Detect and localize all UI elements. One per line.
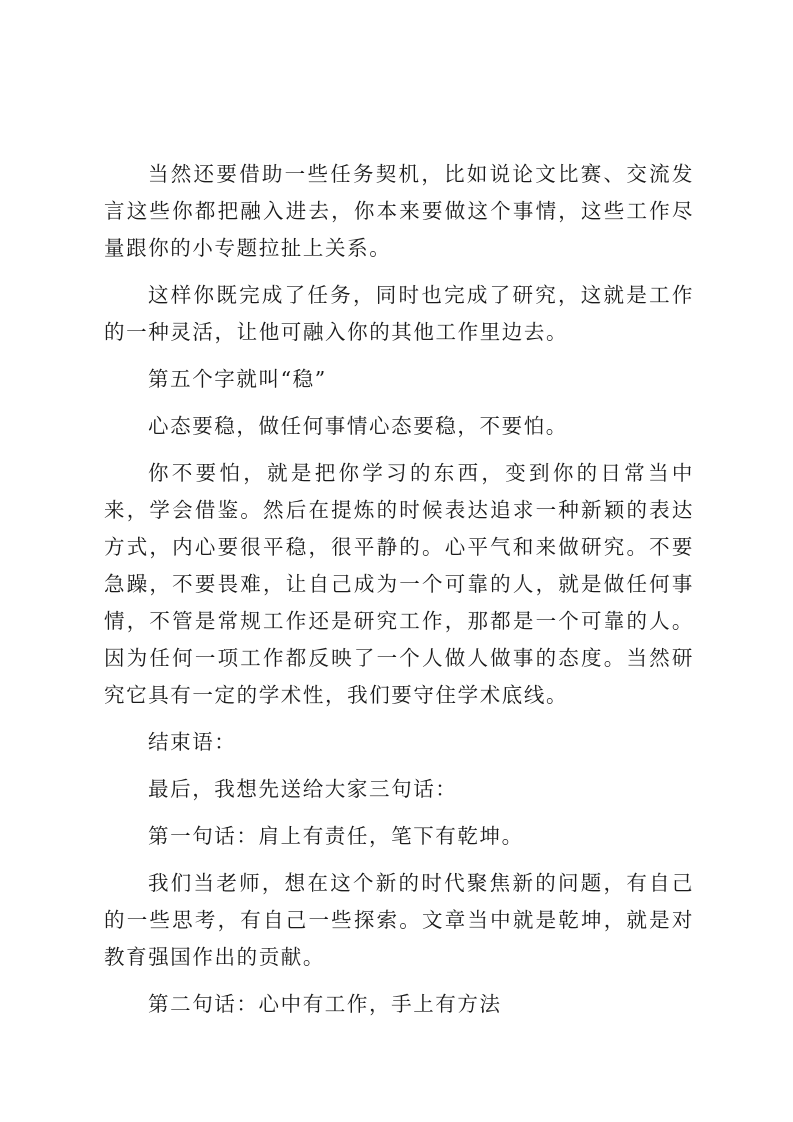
paragraph-flexibility: 这样你既完成了任务，同时也完成了研究，这就是工作的一种灵活，让他可融入你的其他工作里边去。 <box>104 283 694 344</box>
paragraph-teachers-reflection: 我们当老师，想在这个新的时代聚焦新的问题，有自己的一些思考，有自己一些探索。文章当中就是乾坤，就是对教育强国作出的贡献。 <box>104 871 694 969</box>
paragraph-fifth-word-heading: 第五个字就叫“稳” <box>148 367 327 391</box>
document-body <box>104 156 694 1033</box>
paragraph-first-sentence: 第一句话：肩上有责任，笔下有乾坤。 <box>148 824 524 848</box>
paragraph-steady-mindset: 心态要稳，做任何事情心态要稳，不要怕。 <box>148 414 568 438</box>
paragraph-conclusion-heading: 结束语： <box>148 730 237 754</box>
paragraph-dont-be-afraid: 你不要怕，就是把你学习的东西，变到你的日常当中来，学会借鉴。然后在提炼的时候表达追求一种新颖的表达方式，内心要很平稳，很平静的。心平气和来做研究。不要急躁，不要畏难，让自己成为一个可靠的人，就是做任何事情，不管是常规工作还是研究工作，那都是一个可靠的人。因为任何一项工作都反映了一个人做人做事的态度。当然研究它具有一定的学术性，我们要守住学术底线。 <box>104 461 694 707</box>
paragraph-three-sentences-intro: 最后，我想先送给大家三句话： <box>148 777 458 801</box>
paragraph-task-opportunity: 当然还要借助一些任务契机，比如说论文比赛、交流发言这些你都把融入进去，你本来要做这个事情，这些工作尽量跟你的小专题拉扯上关系。 <box>104 162 694 260</box>
paragraph-second-sentence: 第二句话：心中有工作，手上有方法 <box>148 992 502 1016</box>
